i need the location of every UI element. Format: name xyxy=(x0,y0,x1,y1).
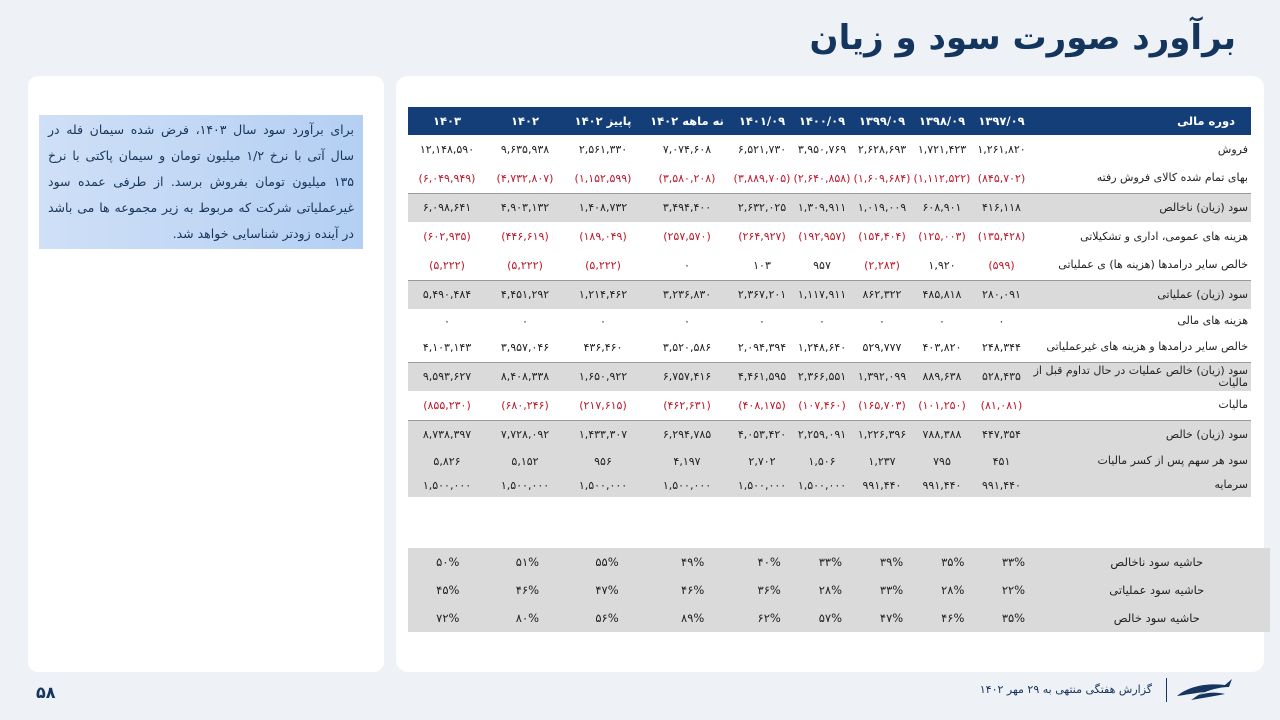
table-cell: ۲,۳۶۶,۵۵۱ xyxy=(792,362,852,391)
margin-cell: ۸۰% xyxy=(488,604,568,632)
margin-cell: ۴۵% xyxy=(408,576,488,604)
margin-cell: ۳۹% xyxy=(861,548,922,576)
table-cell: (۱۰۱,۲۵۰) xyxy=(918,398,966,412)
table-cell: ۱,۶۵۰,۹۲۲ xyxy=(564,362,642,391)
table-cell: ۲۴۸,۳۴۴ xyxy=(982,340,1021,354)
table-cell: ۴,۱۰۳,۱۴۳ xyxy=(422,340,472,354)
footer-divider xyxy=(1166,678,1167,702)
table-cell: ۲,۶۲۸,۶۹۳ xyxy=(857,143,907,156)
table-cell: ۰ xyxy=(444,314,450,328)
margin-label: حاشیه سود عملیاتی xyxy=(1044,576,1270,604)
margin-cell: ۴۶% xyxy=(488,576,568,604)
row-label: هزینه های مالی xyxy=(1177,314,1248,327)
table-row xyxy=(408,222,1251,251)
income-statement-table xyxy=(408,107,1251,497)
row-label: مالیات xyxy=(1218,398,1248,412)
table-cell: ۱۲,۱۴۸,۵۹۰ xyxy=(419,143,475,156)
table-row xyxy=(408,193,1251,222)
margin-label: حاشیه سود ناخالص xyxy=(1044,548,1270,576)
table-cell: (۱۶۵,۷۰۳) xyxy=(858,398,906,412)
margin-cell: ۲۸% xyxy=(800,576,861,604)
margin-cell: ۶۲% xyxy=(739,604,800,632)
table-cell: ۶,۷۵۷,۴۱۶ xyxy=(642,362,732,391)
table-cell: (۲۵۷,۵۷۰) xyxy=(663,230,711,243)
table-row xyxy=(408,362,1251,391)
table-cell: ۳,۲۳۶,۸۳۰ xyxy=(642,280,732,309)
table-cell: (۱۹۲,۹۵۷) xyxy=(798,230,846,243)
table-cell: ۹,۵۹۳,۶۲۷ xyxy=(408,362,486,391)
table-cell: (۱۸۹,۰۴۹) xyxy=(579,230,627,243)
table-cell: (۲,۲۸۳) xyxy=(864,258,900,272)
report-date: گزارش هفتگی منتهی به ۲۹ مهر ۱۴۰۲ xyxy=(979,683,1152,696)
margin-cell: ۵۱% xyxy=(488,548,568,576)
table-cell: ۱,۵۰۰,۰۰۰ xyxy=(486,473,564,497)
table-cell: ۱,۳۹۲,۰۹۹ xyxy=(852,362,912,391)
margin-cell: ۴۶% xyxy=(647,576,739,604)
margin-cell: ۴۰% xyxy=(739,548,800,576)
margin-cell: ۳۳% xyxy=(861,576,922,604)
table-cell: ۱,۵۰۰,۰۰۰ xyxy=(642,473,732,497)
table-cell: (۵,۲۲۲) xyxy=(429,258,465,272)
table-cell: ۳,۴۹۴,۴۰۰ xyxy=(642,193,732,222)
row-label: خالص سایر درامدها (هزینه ها) ی عملیاتی xyxy=(1058,258,1248,272)
table-cell: ۵۲۸,۴۳۵ xyxy=(972,362,1031,391)
table-row xyxy=(408,333,1251,362)
table-cell: (۳,۵۸۰,۲۰۸) xyxy=(658,171,716,185)
table-cell: ۵,۱۵۲ xyxy=(486,449,564,473)
company-logo-icon xyxy=(1175,676,1235,702)
margin-cell: ۲۸% xyxy=(922,576,983,604)
margin-cell: ۳۳% xyxy=(800,548,861,576)
row-label: سود (زیان) ناخالص xyxy=(1031,193,1251,222)
table-cell: (۲,۶۴۰,۸۵۸) xyxy=(793,171,851,185)
table-cell: ۹,۶۳۵,۹۳۸ xyxy=(500,143,550,156)
table-cell: (۴۶۲,۶۳۱) xyxy=(663,398,711,412)
table-cell: ۰ xyxy=(522,314,528,328)
table-cell: ۱,۵۰۰,۰۰۰ xyxy=(792,473,852,497)
table-cell: (۱,۱۵۲,۵۹۹) xyxy=(574,171,632,185)
row-label: سود هر سهم پس از کسر مالیات xyxy=(1031,449,1251,473)
margin-cell: ۵۶% xyxy=(567,604,647,632)
column-header: پاییز ۱۴۰۲ xyxy=(564,107,642,135)
table-cell: ۷۸۸,۳۸۸ xyxy=(912,420,972,449)
margin-cell: ۲۲% xyxy=(983,576,1043,604)
table-cell: ۸,۷۳۸,۳۹۷ xyxy=(408,420,486,449)
table-cell: (۶,۰۴۹,۹۴۹) xyxy=(418,171,476,185)
table-cell: ۰ xyxy=(600,314,606,328)
table-cell: (۵,۲۲۲) xyxy=(585,258,621,272)
table-cell: ۱,۱۱۷,۹۱۱ xyxy=(792,280,852,309)
assumption-note: برای برآورد سود سال ۱۴۰۳، فرض شده سیمان فله در سال آتی با نرخ ۱/۲ میلیون تومان و سیمان پاکتی با نرخ ۱۳۵ میلیون تومان بفروش برسد. از طرفی عمده سود غیرعملیاتی شرکت که مربوط به زیر مجموعه ها می باشد در آینده زودتر شناسایی خواهد شد. xyxy=(39,115,363,249)
table-cell: ۱,۲۶۱,۸۲۰ xyxy=(977,143,1026,156)
table-cell: (۶۸۰,۲۴۶) xyxy=(501,398,549,412)
table-cell: (۴۰۸,۱۷۵) xyxy=(738,398,786,412)
table-cell: ۲,۰۹۴,۳۹۴ xyxy=(737,340,787,354)
table-cell: ۲,۶۳۲,۰۲۵ xyxy=(732,193,792,222)
table-cell: (۸۱,۰۸۱) xyxy=(980,398,1023,412)
table-cell: ۴۰۳,۸۲۰ xyxy=(922,340,962,354)
table-cell: ۶۰۸,۹۰۱ xyxy=(912,193,972,222)
margin-table xyxy=(408,548,1270,632)
table-cell: (۴۴۶,۶۱۹) xyxy=(501,230,549,243)
table-cell: ۹۹۱,۴۴۰ xyxy=(972,473,1031,497)
column-header: ۱۳۹۷/۰۹ xyxy=(972,107,1031,135)
table-cell: ۱,۳۰۹,۹۱۱ xyxy=(792,193,852,222)
table-cell: (۲۱۷,۶۱۵) xyxy=(579,398,627,412)
row-label: سود (زیان) خالص xyxy=(1031,420,1251,449)
margin-cell: ۳۶% xyxy=(739,576,800,604)
table-cell: ۹۵۷ xyxy=(813,258,831,272)
table-row xyxy=(408,449,1251,473)
table-cell: ۰ xyxy=(684,258,690,272)
row-label: سود (زیان) عملیاتی xyxy=(1031,280,1251,309)
margin-cell: ۴۷% xyxy=(861,604,922,632)
margin-cell: ۴۹% xyxy=(647,548,739,576)
table-cell: ۱,۵۰۰,۰۰۰ xyxy=(732,473,792,497)
table-cell: ۱,۷۲۱,۴۲۳ xyxy=(917,143,967,156)
table-cell: (۱۵۴,۴۰۴) xyxy=(858,230,906,243)
table-cell: ۴۱۶,۱۱۸ xyxy=(972,193,1031,222)
table-cell: ۱,۴۳۳,۳۰۷ xyxy=(564,420,642,449)
table-cell: ۱,۵۰۶ xyxy=(792,449,852,473)
margin-cell: ۴۶% xyxy=(922,604,983,632)
table-cell: ۰ xyxy=(998,314,1005,328)
table-row xyxy=(408,280,1251,309)
table-cell: ۸,۴۰۸,۳۳۸ xyxy=(486,362,564,391)
column-header: ۱۴۰۰/۰۹ xyxy=(792,107,852,135)
table-cell: ۶,۵۲۱,۷۳۰ xyxy=(737,143,787,156)
note-panel xyxy=(28,76,384,672)
table-cell: ۰ xyxy=(939,314,945,328)
margin-row xyxy=(408,576,1270,604)
table-cell: ۵,۸۲۶ xyxy=(408,449,486,473)
table-cell: ۴,۰۵۳,۴۲۰ xyxy=(732,420,792,449)
row-label: خالص سایر درامدها و هزینه های غیرعملیاتی xyxy=(1046,340,1248,354)
table-row xyxy=(408,164,1251,193)
table-cell: ۳,۵۲۰,۵۸۶ xyxy=(662,340,712,354)
table-cell: ۹۹۱,۴۴۰ xyxy=(852,473,912,497)
row-label: سرمایه xyxy=(1031,473,1251,497)
table-cell: ۱,۲۴۸,۶۴۰ xyxy=(797,340,847,354)
table-cell: (۴,۷۳۲,۸۰۷) xyxy=(496,171,554,185)
table-cell: ۶,۲۹۴,۷۸۵ xyxy=(642,420,732,449)
table-cell: ۴,۴۵۱,۲۹۲ xyxy=(486,280,564,309)
table-cell: (۸۴۵,۷۰۲) xyxy=(977,171,1026,185)
table-row xyxy=(408,473,1251,497)
table-cell: ۷۹۵ xyxy=(912,449,972,473)
table-cell: ۲,۷۰۲ xyxy=(732,449,792,473)
table-cell: ۷,۷۲۸,۰۹۲ xyxy=(486,420,564,449)
margin-cell: ۸۹% xyxy=(647,604,739,632)
row-label: سود (زیان) خالص عملیات در حال تداوم قبل از مالیات xyxy=(1031,362,1251,391)
table-cell: ۴۳۶,۴۶۰ xyxy=(583,340,623,354)
table-cell: ۱,۴۰۸,۷۳۲ xyxy=(564,193,642,222)
margin-cell: ۵۰% xyxy=(408,548,488,576)
page-title: برآورد صورت سود و زیان xyxy=(809,18,1236,58)
margin-cell: ۳۳% xyxy=(983,548,1043,576)
table-row xyxy=(408,309,1251,333)
table-cell: ۱۰۳ xyxy=(753,258,771,272)
column-header: ۱۴۰۳ xyxy=(408,107,486,135)
table-cell: ۲,۳۶۷,۲۰۱ xyxy=(732,280,792,309)
column-header: ۱۴۰۲ xyxy=(486,107,564,135)
table-cell: ۴۸۵,۸۱۸ xyxy=(912,280,972,309)
period-header: دوره مالی xyxy=(1031,107,1251,135)
table-cell: (۱۰۷,۴۶۰) xyxy=(798,398,846,412)
table-cell: ۴,۴۶۱,۵۹۵ xyxy=(732,362,792,391)
table-cell: ۴,۹۰۳,۱۳۲ xyxy=(486,193,564,222)
table-cell: ۱,۲۱۴,۴۶۲ xyxy=(564,280,642,309)
table-cell: ۰ xyxy=(819,314,825,328)
margin-cell: ۳۵% xyxy=(922,548,983,576)
page-number: ۵۸ xyxy=(36,683,56,702)
table-cell: ۷,۰۷۴,۶۰۸ xyxy=(662,143,712,156)
table-cell: (۳,۸۸۹,۷۰۵) xyxy=(733,171,791,185)
table-cell: (۱۲۵,۰۰۳) xyxy=(918,230,966,243)
table-cell: (۱,۱۱۲,۵۲۲) xyxy=(913,171,971,185)
table-cell: (۶۰۲,۹۳۵) xyxy=(423,230,471,243)
table-row xyxy=(408,391,1251,420)
table-cell: ۴۴۷,۳۵۴ xyxy=(972,420,1031,449)
table-cell: ۶,۰۹۸,۶۴۱ xyxy=(408,193,486,222)
table-cell: (۵۹۹) xyxy=(988,258,1015,272)
table-row xyxy=(408,135,1251,164)
table-cell: ۵۲۹,۷۷۷ xyxy=(862,340,902,354)
table-cell: (۱,۶۰۹,۶۸۴) xyxy=(853,171,911,185)
margin-row xyxy=(408,604,1270,632)
margin-cell: ۷۲% xyxy=(408,604,488,632)
column-header: ۱۴۰۱/۰۹ xyxy=(732,107,792,135)
table-header-row xyxy=(408,107,1251,135)
table-cell: ۲,۲۵۹,۰۹۱ xyxy=(792,420,852,449)
table-cell: (۲۶۴,۹۲۷) xyxy=(738,230,786,243)
margin-cell: ۵۵% xyxy=(567,548,647,576)
table-row xyxy=(408,420,1251,449)
table-cell: ۰ xyxy=(759,314,765,328)
column-header: ۱۳۹۸/۰۹ xyxy=(912,107,972,135)
table-cell: ۱,۵۰۰,۰۰۰ xyxy=(564,473,642,497)
column-header: نه ماهه ۱۴۰۲ xyxy=(642,107,732,135)
table-cell: ۸۶۲,۳۲۲ xyxy=(852,280,912,309)
table-cell: ۹۵۶ xyxy=(564,449,642,473)
table-cell: ۰ xyxy=(684,314,690,328)
table-cell: ۱,۲۲۶,۳۹۶ xyxy=(852,420,912,449)
margin-cell: ۵۷% xyxy=(800,604,861,632)
margin-cell: ۴۷% xyxy=(567,576,647,604)
table-cell: (۱۳۵,۴۲۸) xyxy=(977,230,1026,243)
table-cell: ۱,۹۲۰ xyxy=(928,258,956,272)
table-cell: ۰ xyxy=(879,314,885,328)
table-cell: ۱,۲۳۷ xyxy=(852,449,912,473)
table-cell: (۵,۲۲۲) xyxy=(507,258,543,272)
table-cell: ۴,۱۹۷ xyxy=(642,449,732,473)
table-cell: ۳,۹۵۷,۰۴۶ xyxy=(500,340,550,354)
row-label: بهای تمام شده کالای فروش رفته xyxy=(1096,171,1248,185)
table-cell: ۲,۵۶۱,۳۳۰ xyxy=(578,143,628,156)
row-label: هزینه های عمومی، اداری و تشکیلاتی xyxy=(1080,229,1248,243)
main-panel xyxy=(396,76,1264,672)
table-row xyxy=(408,251,1251,280)
margin-row xyxy=(408,548,1270,576)
margin-label: حاشیه سود خالص xyxy=(1044,604,1270,632)
table-cell: ۱,۵۰۰,۰۰۰ xyxy=(408,473,486,497)
table-cell: ۵,۴۹۰,۴۸۴ xyxy=(408,280,486,309)
row-label: فروش xyxy=(1217,142,1248,156)
table-cell: ۲۸۰,۰۹۱ xyxy=(972,280,1031,309)
table-cell: (۸۵۵,۲۳۰) xyxy=(423,398,471,412)
table-cell: ۱,۰۱۹,۰۰۹ xyxy=(852,193,912,222)
table-cell: ۹۹۱,۴۴۰ xyxy=(912,473,972,497)
table-cell: ۳,۹۵۰,۷۶۹ xyxy=(797,143,847,156)
margin-cell: ۳۵% xyxy=(983,604,1043,632)
table-cell: ۴۵۱ xyxy=(972,449,1031,473)
table-cell: ۸۸۹,۶۳۸ xyxy=(912,362,972,391)
column-header: ۱۳۹۹/۰۹ xyxy=(852,107,912,135)
